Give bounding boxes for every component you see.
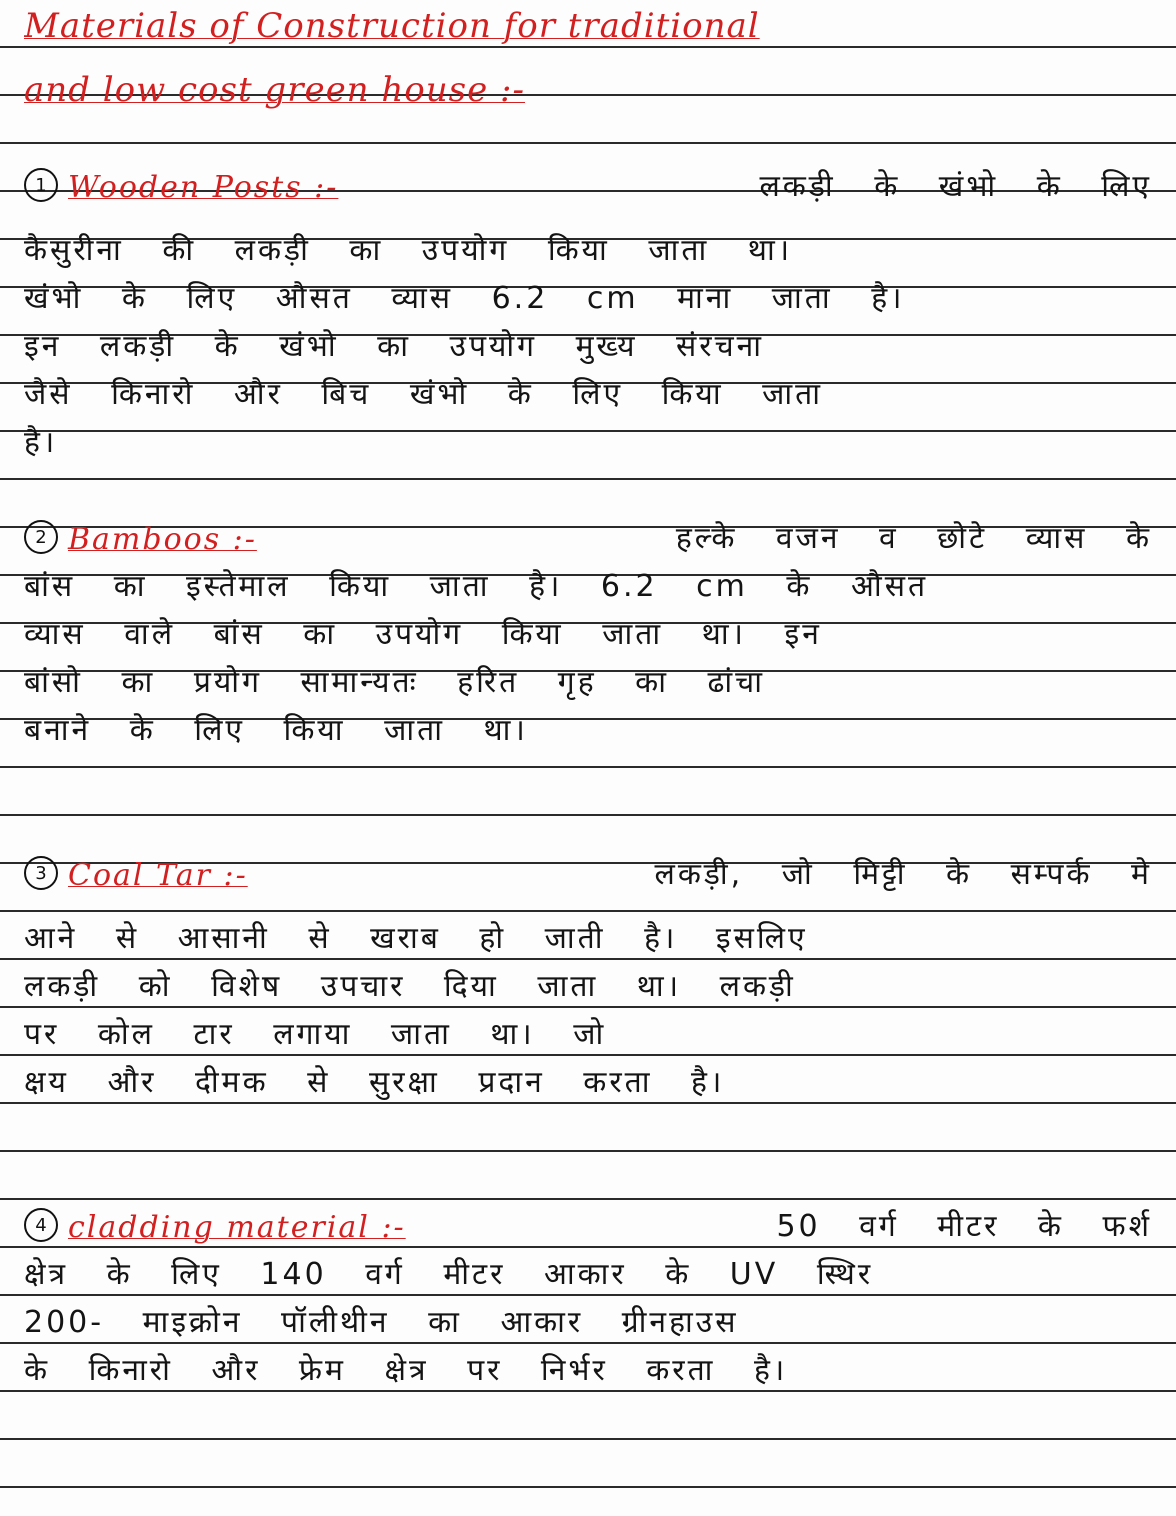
- section-3-line-4: पर कोल टार लगाया जाता था। जो: [24, 1017, 607, 1052]
- section-3-header: [24, 848, 1152, 896]
- section-4-line-1: 50 वर्ग मीटर के फर्श: [776, 1209, 1152, 1244]
- section-4-header: [24, 1200, 1152, 1248]
- section-2-line-2: बांस का इस्तेमाल किया जाता है। 6.2 cm के औसत: [24, 569, 929, 604]
- section-3-line-2: आने से आसानी से खराब हो जाती है। इसलिए: [24, 921, 808, 956]
- section-2-line-4: बांसो का प्रयोग सामान्यतः हरित गृह का ढांचा: [24, 665, 765, 700]
- section-number-1: 1: [24, 168, 58, 202]
- page-subtitle: and low cost green house :-: [24, 70, 525, 110]
- section-4-line-4: के किनारो और फ्रेम क्षेत्र पर निर्भर करता है।: [24, 1353, 788, 1388]
- section-3-line-5: क्षय और दीमक से सुरक्षा प्रदान करता है।: [24, 1065, 725, 1100]
- section-2-header: [24, 512, 1152, 560]
- section-1-line-4: इन लकड़ी के खंभो का उपयोग मुख्य संरचना: [24, 329, 765, 364]
- section-2-line-3: व्यास वाले बांस का उपयोग किया जाता था। इन: [24, 617, 822, 652]
- section-1-header: [24, 160, 1152, 208]
- section-1-line-5: जैसे किनारो और बिच खंभो के लिए किया जाता: [24, 377, 824, 412]
- page-title: Materials of Construction for traditional: [24, 6, 760, 46]
- section-number-3: 3: [24, 856, 58, 890]
- section-number-4: 4: [24, 1208, 58, 1242]
- section-4-title: cladding material :-: [68, 1210, 406, 1245]
- section-1-title: Wooden Posts :-: [68, 170, 339, 205]
- section-1-line-6: है।: [24, 425, 58, 460]
- section-number-2: 2: [24, 520, 58, 554]
- title-line-1: [24, 0, 1152, 48]
- title-line-2: [24, 64, 1152, 112]
- section-4-line-3: 200- माइक्रोन पॉलीथीन का आकार ग्रीनहाउस: [24, 1305, 739, 1340]
- section-3-line-3: लकड़ी को विशेष उपचार दिया जाता था। लकड़ी: [24, 969, 796, 1004]
- section-1-line-3: खंभो के लिए औसत व्यास 6.2 cm माना जाता है।: [24, 281, 905, 316]
- section-2-line-5: बनाने के लिए किया जाता था।: [24, 713, 528, 748]
- section-3-line-1: लकड़ी, जो मिट्टी के सम्पर्क मे: [654, 857, 1152, 892]
- section-2-line-1: हल्के वजन व छोटे व्यास के: [675, 521, 1152, 556]
- section-4-line-2: क्षेत्र के लिए 140 वर्ग मीटर आकार के UV स्थिर: [24, 1257, 874, 1292]
- section-1-line-1: लकड़ी के खंभो के लिए: [759, 169, 1152, 204]
- section-1-line-2: कैसुरीना की लकड़ी का उपयोग किया जाता था।: [24, 233, 793, 268]
- section-3-title: Coal Tar :-: [68, 858, 248, 893]
- section-2-title: Bamboos :-: [68, 522, 257, 557]
